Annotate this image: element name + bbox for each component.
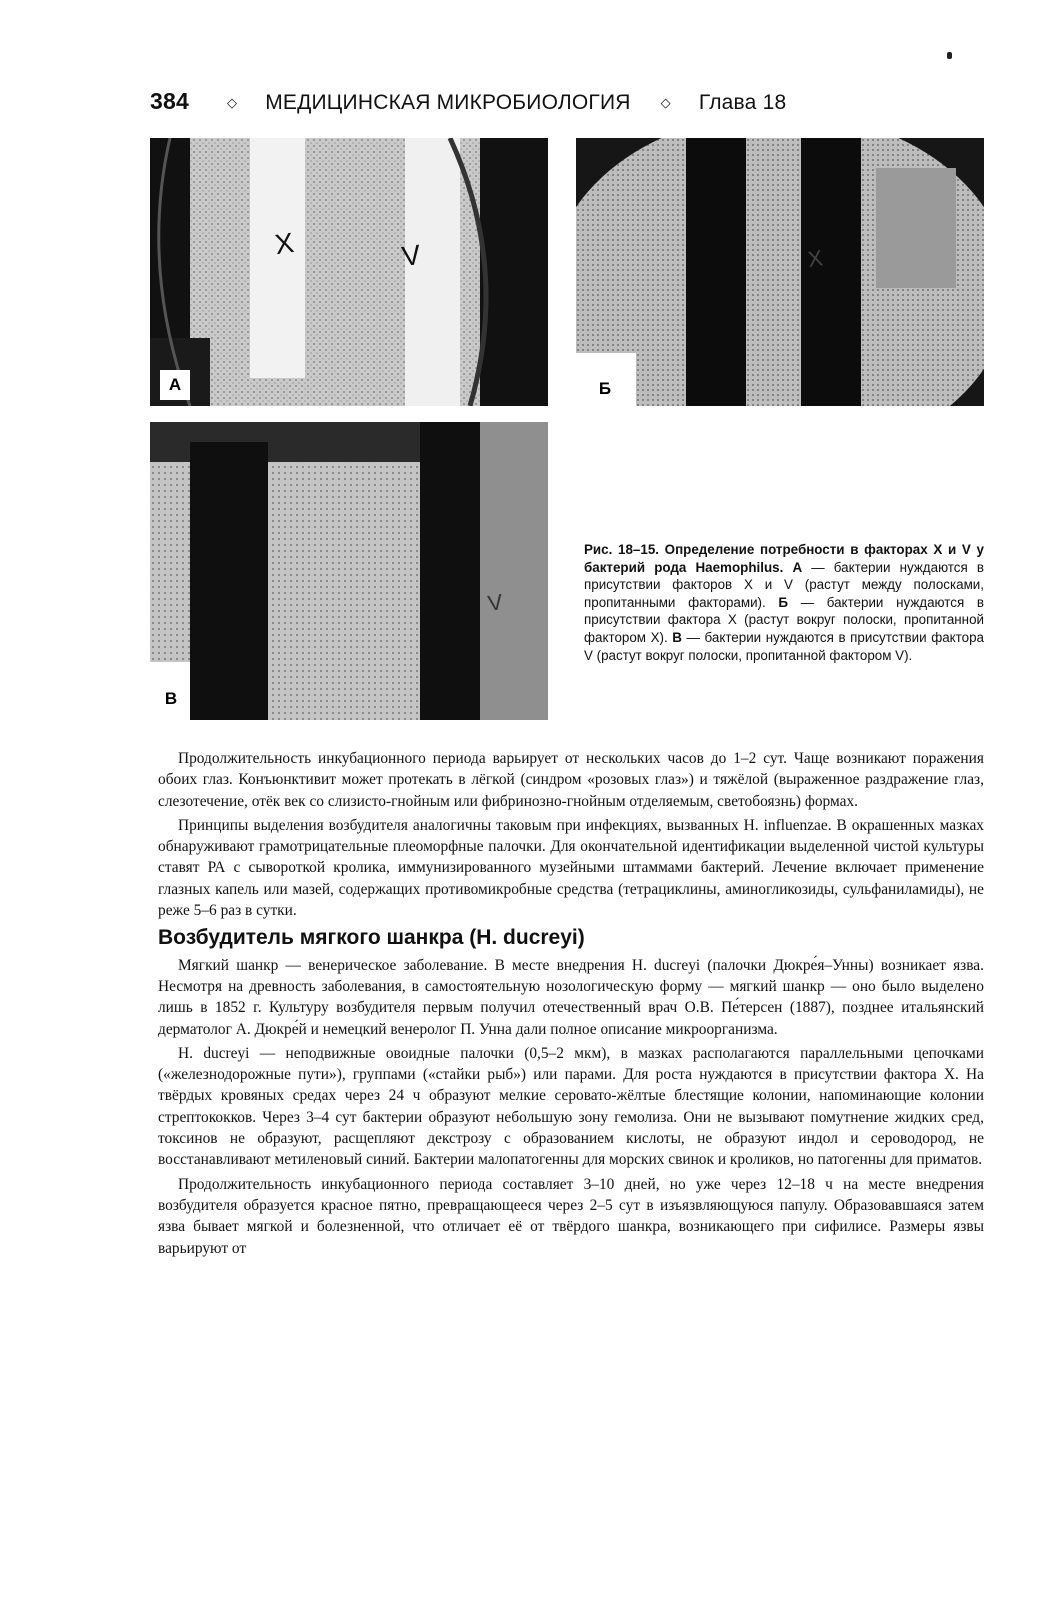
caption-text-c: — бактерии нуждаются в присутствии фактора V (растут вокруг полоски, пропитанной фактором V). [584,629,984,663]
panel-label-a: А [160,370,190,400]
strip-mark-x: X [272,226,296,261]
caption-label-b: Б [778,594,789,610]
caption-label-c: В [672,629,682,645]
caption-label-a: А [792,559,803,575]
caption-text-b: — бактерии нуждаются в присутствии фактора X (растут вокруг полоски, пропитанной фактором X). [584,594,984,645]
paragraph: Продолжительность инкубационного периода составляет 3–10 дней, но уже через 12–18 ч на месте внедрения возбудителя образуется красное пятно, превращающееся через 2–5 сут в изъязвляющуюся папулу. Образовавшаяся затем язва бывает мягкой и болезненной, что отличает её от твёрдого шанкра, возникающего при сифилисе. Размеры язвы варьируют от [158,1175,984,1257]
paragraph: H. ducreyi — неподвижные овоидные палочки (0,5–2 мкм), в мазках располагаются параллельными цепочками («железнодорожные пути»), группами («стайки рыб») или парами. Для роста нуждаются в присутствии фактора X. На твёрдых кровяных средах через 24 ч образуют мелкие серовато-жёлтые блестящие колонии, напоминающие колонии стрептококков. Через 3–4 сут бактерии образуют небольшую зону гемолиза. Они не вызывают помутнение жидких сред, токсинов не образуют, расщепляют декстрозу с образованием кислоты, не образуют индол и сероводород, не восстанавливают метиленовый синий. Бактерии малопатогенны для морских свинок и кроликов, но патогенны для приматов. [158,1044,984,1169]
figure-panel-b [576,138,984,406]
main-text [158,748,984,1262]
paragraph: Принципы выделения возбудителя аналогичны таковым при инфекциях, вызванных H. influenzae. В окрашенных мазках обнаруживают грамотрицательные плеоморфные палочки. Для окончательной идентификации выделенной чистой культуры ставят РА с сывороткой кролика, иммунизированного музейными штаммами бактерий. Лечение включает применение глазных капель или мазей, содержащих противомикробные средства (тетрациклины, аминогликозиды, сульфаниламиды), не реже 5–6 раз в сутки. [158,816,984,920]
strip-mark-x: X [806,245,825,272]
strip-mark-v: V [399,238,423,273]
paragraph: Мягкий шанкр — венерическое заболевание. В месте внедрения H. ducreyi (палочки Дюкре́я–Унны) возникает язва. Несмотря на древность заболевания, в самостоятельную нозологическую форму — мягкий шанкр — оно было выделено лишь в 1852 г. Культуру возбудителя первым получил отечественный врач О.В. Пе́терсен (1887), позднее итальянский дерматолог А. Дюкре́й и немецкий венеролог П. Унна дали полное описание микроорганизма. [158,956,984,1038]
figure-panel-c [150,422,548,720]
page-number: 384 [150,88,189,114]
diamond-separator-icon: ◇ [660,95,671,110]
section-heading: Возбудитель мягкого шанкра (H. ducreyi) [158,926,585,950]
book-title: МЕДИЦИНСКАЯ МИКРОБИОЛОГИЯ [265,91,631,114]
caption-title: Рис. 18–15. Определение потребности в факторах X и V у бактерий рода Haemophilus. [584,542,984,575]
petri-dish-photo-b [576,138,984,406]
print-speck [947,52,952,59]
running-header [150,88,850,122]
panel-label-b: Б [590,374,620,404]
paragraph: Продолжительность инкубационного периода варьирует от нескольких часов до 1–2 сут. Чаще возникают поражения обоих глаз. Конъюнктивит может протекать в лёгкой (синдром «розовых глаз») и тяжёлой (выраженное раздражение глаз, слезотечение, отёк век со слизисто-гнойным или фибринозно-гнойным отделяемым, светобоязнь) формах. [158,750,984,810]
figure-caption [584,541,984,664]
petri-dish-photo-c [150,422,548,720]
caption-text-a: — бактерии нуждаются в присутствии факторов X и V (растут между полосками, пропитанными факторами). [584,559,984,610]
petri-dish-photo-a [150,138,548,406]
chapter-label: Глава 18 [698,91,787,114]
figure-panel-a [150,138,548,406]
diamond-separator-icon: ◇ [226,95,238,110]
strip-mark-v: V [486,589,505,616]
panel-label-c: В [156,684,186,714]
